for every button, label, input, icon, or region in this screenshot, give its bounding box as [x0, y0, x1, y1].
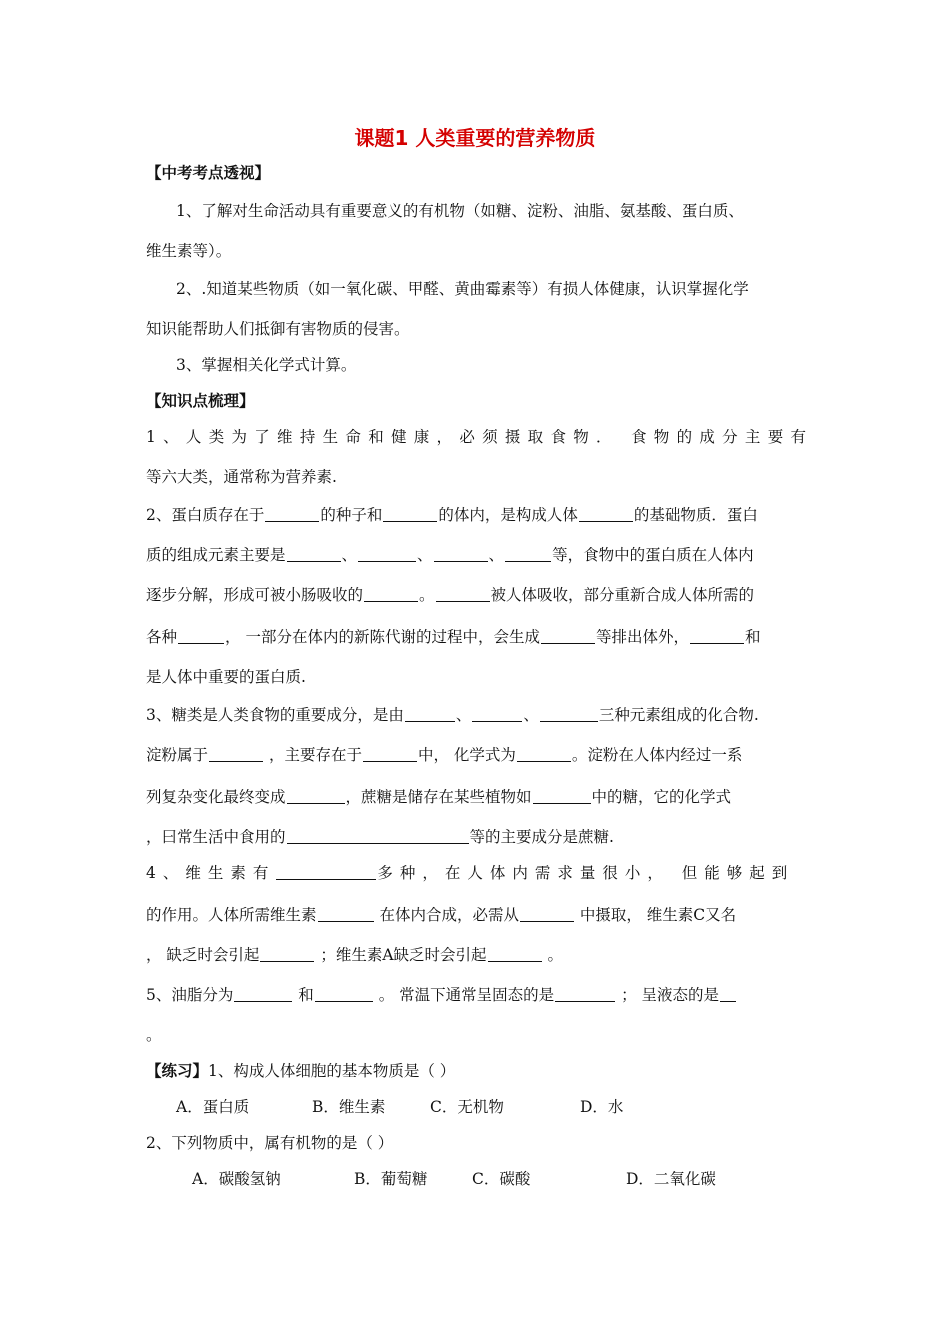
knowledge-item-3-line-1	[146, 704, 806, 726]
text: 三种元素组成的化合物.	[598, 706, 759, 724]
text: ，主要存在于	[264, 746, 362, 764]
blank[interactable]	[690, 627, 744, 644]
blank[interactable]	[505, 545, 551, 562]
text: 中摄取， 维生素C又名	[574, 906, 737, 924]
text: ，曰常生活中食用的	[146, 828, 286, 846]
text: ；维生素A缺乏时会引起	[315, 946, 487, 964]
exam-focus-item-1: 1、了解对生命活动具有重要意义的有机物（如糖、淀粉、油脂、氨基酸、蛋白质、	[176, 202, 744, 220]
blank[interactable]	[318, 905, 374, 922]
knowledge-item-4-line-3	[146, 944, 806, 966]
knowledge-item-2-line-5: 是人体中重要的蛋白质.	[146, 668, 306, 686]
knowledge-item-5-line-1	[146, 984, 806, 1006]
text: 被人体吸收，部分重新合成人体所需的	[490, 586, 755, 604]
text: 2、蛋白质存在于	[146, 506, 265, 524]
text: 中的糖，它的化学式	[591, 788, 732, 806]
blank[interactable]	[434, 545, 488, 562]
blank[interactable]	[287, 787, 345, 804]
option-a[interactable]: A．蛋白质	[176, 1098, 250, 1116]
text: 淀粉属于	[146, 746, 209, 764]
text: 列复杂变化最终变成	[146, 788, 286, 806]
blank[interactable]	[540, 705, 598, 722]
blank[interactable]	[276, 863, 376, 880]
blank[interactable]	[209, 745, 263, 762]
knowledge-item-4-line-1	[146, 862, 806, 884]
text: 等，食物中的蛋白质在人体内	[552, 546, 754, 564]
text: 4、维生素有	[146, 864, 276, 882]
text: 。	[419, 586, 435, 604]
text: 5、油脂分为	[146, 986, 234, 1004]
text: 。淀粉在人体内经过一系	[571, 746, 743, 764]
text: 质的组成元素主要是	[146, 546, 286, 564]
separator: 、	[341, 546, 358, 564]
section-header-knowledge: 【知识点梳理】	[146, 392, 255, 410]
blank[interactable]	[488, 945, 542, 962]
blank[interactable]	[533, 787, 591, 804]
text: 。 常温下通常呈固态的是	[373, 986, 555, 1004]
separator: 、	[523, 706, 539, 724]
blank[interactable]	[579, 505, 633, 522]
text: 等的主要成分是蔗糖.	[469, 828, 614, 846]
exam-focus-item-2-cont: 知识能帮助人们抵御有害物质的侵害。	[146, 320, 410, 338]
exam-focus-item-1-cont: 维生素等）。	[146, 242, 232, 260]
knowledge-item-5-line-2: 。	[146, 1026, 162, 1044]
section-header-exam-focus: 【中考考点透视】	[146, 164, 271, 182]
text: 各种	[146, 628, 178, 646]
text: 的作用。人体所需维生素	[146, 906, 317, 924]
text: 和	[293, 986, 314, 1004]
text: 逐步分解，形成可被小肠吸收的	[146, 586, 364, 604]
blank[interactable]	[287, 545, 341, 562]
text: ，蔗糖是储存在某些植物如	[345, 788, 532, 806]
knowledge-item-1-cont: 等六大类，通常称为营养素.	[146, 468, 337, 486]
question-text: 1、构成人体细胞的基本物质是（ ）	[208, 1062, 456, 1080]
blank[interactable]	[363, 745, 417, 762]
exam-focus-item-3: 3、掌握相关化学式计算。	[176, 356, 357, 374]
text: 多种，在人体内需求量很小， 但能够起到	[377, 864, 795, 882]
blank[interactable]	[315, 985, 373, 1002]
text: 的体内，是构成人体	[438, 506, 578, 524]
page-title: 课题1 人类重要的营养物质	[354, 126, 596, 150]
option-b[interactable]: B．葡萄糖	[354, 1170, 428, 1188]
separator: 、	[417, 546, 433, 564]
practice-question-2-options	[192, 1168, 806, 1190]
separator: 、	[488, 546, 505, 564]
knowledge-item-2-line-1	[146, 504, 806, 526]
knowledge-item-2-line-2	[146, 544, 806, 566]
blank[interactable]	[472, 705, 522, 722]
practice-question-1	[146, 1060, 806, 1082]
text: ， 缺乏时会引起	[146, 946, 260, 964]
option-d[interactable]: D．水	[580, 1098, 624, 1116]
blank[interactable]	[555, 985, 615, 1002]
text: ， 一部分在体内的新陈代谢的过程中，会生成	[225, 628, 540, 646]
knowledge-item-4-line-2	[146, 904, 806, 926]
practice-question-2: 2、下列物质中，属有机物的是（ ）	[146, 1134, 394, 1152]
option-c[interactable]: C．碳酸	[472, 1170, 531, 1188]
blank[interactable]	[234, 985, 292, 1002]
blank[interactable]	[720, 985, 736, 1002]
blank[interactable]	[287, 827, 469, 844]
section-header-practice: 【练习】	[146, 1062, 209, 1080]
text: 3、糖类是人类食物的重要成分，是由	[146, 706, 404, 724]
knowledge-item-2-line-4	[146, 626, 806, 648]
blank[interactable]	[517, 745, 571, 762]
text: 等排出体外，	[595, 628, 689, 646]
knowledge-item-3-line-3	[146, 786, 806, 808]
practice-question-1-options	[176, 1096, 806, 1118]
blank[interactable]	[364, 585, 418, 602]
knowledge-item-3-line-4	[146, 826, 806, 848]
text: 中， 化学式为	[417, 746, 516, 764]
blank[interactable]	[520, 905, 574, 922]
knowledge-item-3-line-2	[146, 744, 806, 766]
blank[interactable]	[541, 627, 595, 644]
exam-focus-item-2: 2、.知道某些物质（如一氧化碳、甲醛、黄曲霉素等）有损人体健康，认识掌握化学	[176, 280, 749, 298]
blank[interactable]	[260, 945, 314, 962]
text: 。	[542, 946, 563, 964]
option-a[interactable]: A．碳酸氢钠	[192, 1170, 281, 1188]
option-b[interactable]: B．维生素	[312, 1098, 386, 1116]
option-c[interactable]: C．无机物	[430, 1098, 504, 1116]
blank[interactable]	[436, 585, 490, 602]
text: ； 呈液态的是	[616, 986, 720, 1004]
knowledge-item-1: 1、人类为了维持生命和健康，必须摄取食物． 食物的成分主要有	[146, 428, 806, 446]
blank[interactable]	[178, 627, 224, 644]
separator: 、	[455, 706, 472, 724]
option-d[interactable]: D．二氧化碳	[626, 1170, 716, 1188]
text: 的基础物质．蛋白	[633, 506, 758, 524]
blank[interactable]	[265, 505, 319, 522]
blank[interactable]	[383, 505, 437, 522]
blank[interactable]	[358, 545, 416, 562]
text: 和	[744, 628, 761, 646]
text: 在体内合成，必需从	[374, 906, 519, 924]
knowledge-item-2-line-3	[146, 584, 806, 606]
text: 的种子和	[320, 506, 383, 524]
blank[interactable]	[405, 705, 455, 722]
